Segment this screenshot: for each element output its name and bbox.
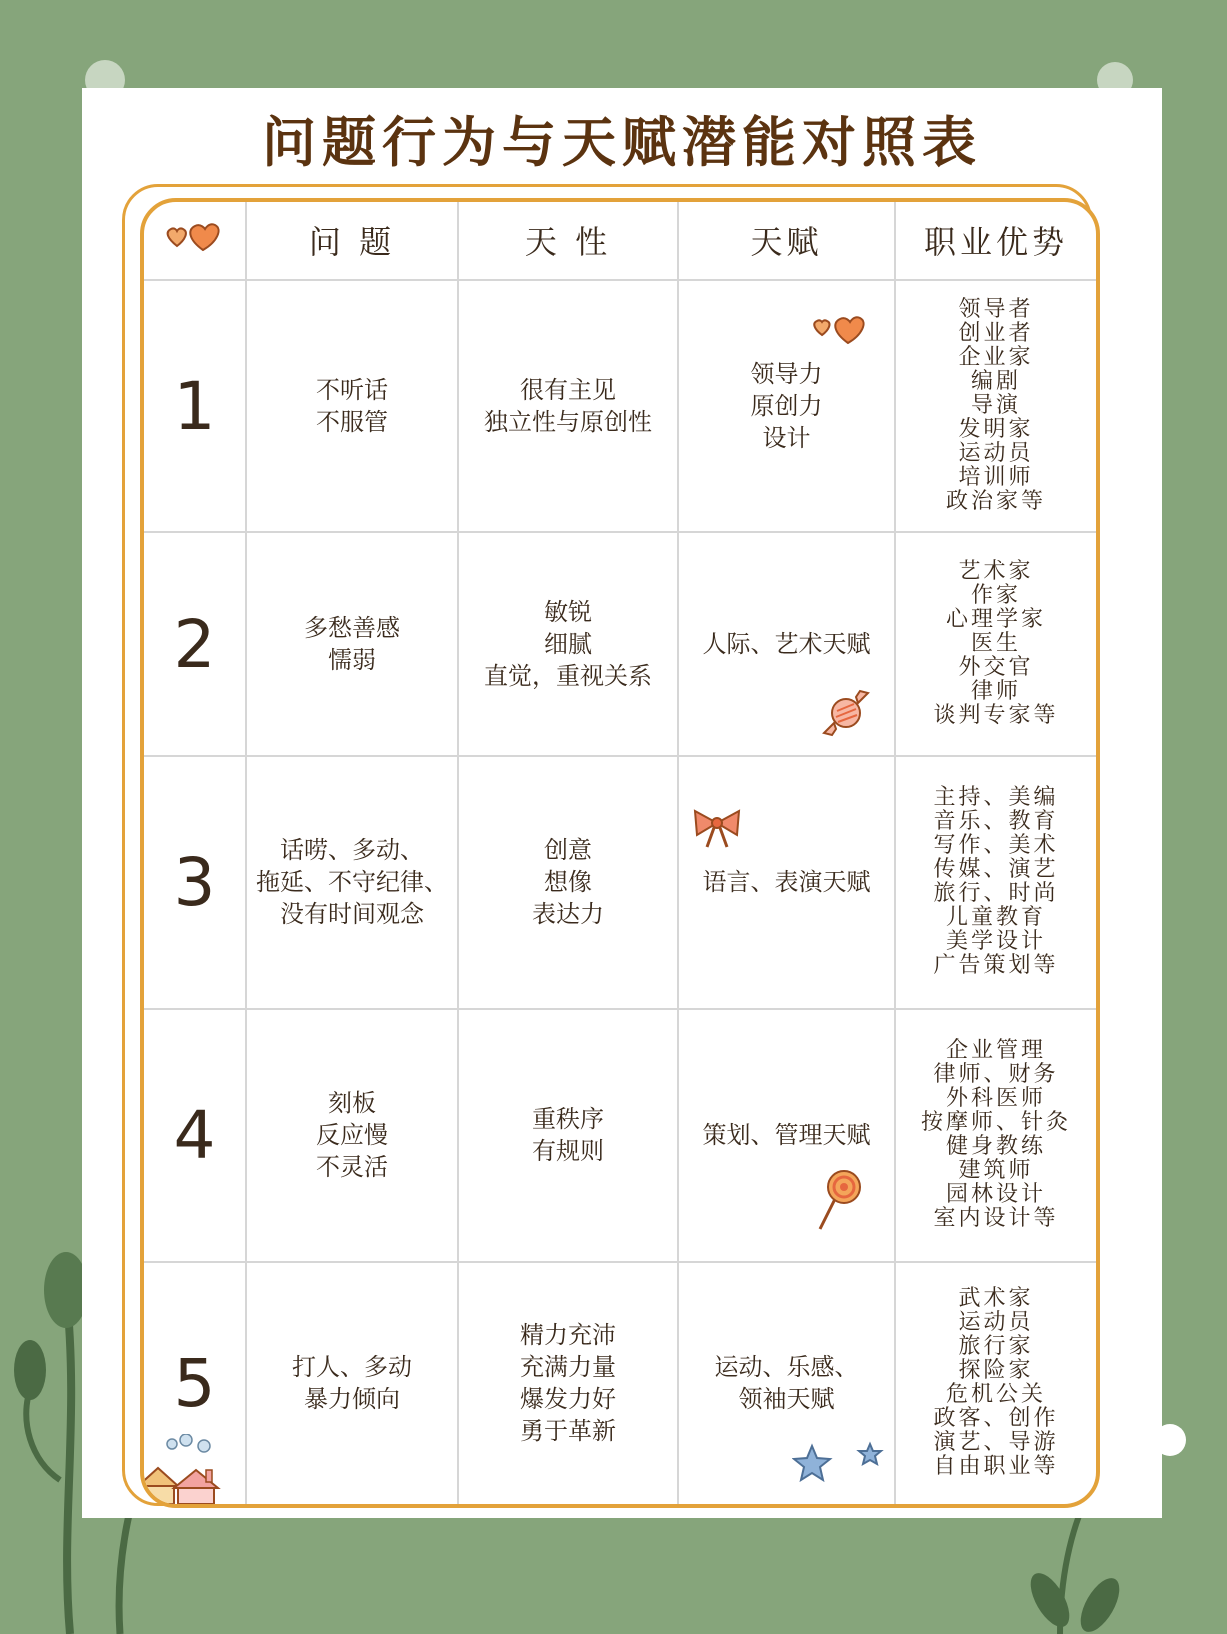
nature-cell: 敏锐 细腻 直觉，重视关系 xyxy=(458,532,678,756)
talent-cell xyxy=(678,280,895,533)
header-problem: 问 题 xyxy=(246,202,458,280)
talent-text: 语言、表演天赋 xyxy=(702,868,871,897)
header-nature: 天 性 xyxy=(458,202,678,280)
header-talent: 天赋 xyxy=(678,202,895,280)
careers-cell: 主持、美编 音乐、教育 写作、美术 传媒、演艺 旅行、时尚 儿童教育 美学设计 广告策划等 xyxy=(895,756,1096,1009)
lollipop-icon xyxy=(814,1167,864,1231)
talent-text: 人际、艺术天赋 xyxy=(702,630,871,659)
table-row xyxy=(144,532,1096,756)
table-row xyxy=(144,1009,1096,1262)
heart-icon xyxy=(810,309,870,349)
nature-cell: 很有主见 独立性与原创性 xyxy=(458,280,678,533)
row-number: 2 xyxy=(144,532,246,756)
candy-icon xyxy=(820,687,872,739)
table-header-row xyxy=(144,202,1096,280)
problem-cell: 多愁善感 懦弱 xyxy=(246,532,458,756)
talent-cell xyxy=(678,756,895,1009)
row-number: 1 xyxy=(144,280,246,533)
comparison-table xyxy=(144,202,1096,1504)
row-number xyxy=(144,1262,246,1504)
house-icon xyxy=(140,1434,242,1504)
heart-icon xyxy=(163,216,227,256)
header-corner xyxy=(144,202,246,280)
careers-cell: 武术家 运动员 旅行家 探险家 危机公关 政客、创作 演艺、导游 自由职业等 xyxy=(895,1262,1096,1504)
careers-cell: 艺术家 作家 心理学家 医生 外交官 律师 谈判专家等 xyxy=(895,532,1096,756)
careers-cell: 企业管理 律师、财务 外科医师 按摩师、针灸 健身教练 建筑师 园林设计 室内设计等 xyxy=(895,1009,1096,1262)
row-number: 4 xyxy=(144,1009,246,1262)
talent-cell xyxy=(678,532,895,756)
problem-cell: 刻板 反应慢 不灵活 xyxy=(246,1009,458,1262)
problem-cell: 话唠、多动、 拖延、不守纪律、 没有时间观念 xyxy=(246,756,458,1009)
problem-cell: 打人、多动 暴力倾向 xyxy=(246,1262,458,1504)
talent-text: 运动、乐感、 领袖天赋 xyxy=(714,1353,859,1414)
table-row xyxy=(144,280,1096,533)
chart-card xyxy=(82,88,1162,1518)
nature-cell: 创意 想像 表达力 xyxy=(458,756,678,1009)
nature-cell: 精力充沛 充满力量 爆发力好 勇于革新 xyxy=(458,1262,678,1504)
talent-cell xyxy=(678,1009,895,1262)
table-row xyxy=(144,1262,1096,1504)
talent-cell xyxy=(678,1262,895,1504)
nature-cell: 重秩序 有规则 xyxy=(458,1009,678,1262)
star-icon xyxy=(792,1440,888,1486)
talent-text: 策划、管理天赋 xyxy=(702,1121,871,1150)
page-title: 问题行为与天赋潜能对照表 xyxy=(262,111,982,174)
bow-icon xyxy=(691,805,743,851)
header-careers: 职业优势 xyxy=(895,202,1096,280)
careers-cell: 领导者 创业者 企业家 编剧 导演 发明家 运动员 培训师 政治家等 xyxy=(895,280,1096,533)
row-number-text: 5 xyxy=(173,1344,216,1422)
problem-cell: 不听话 不服管 xyxy=(246,280,458,533)
table-row xyxy=(144,756,1096,1009)
row-number: 3 xyxy=(144,756,246,1009)
talent-text: 领导力 原创力 设计 xyxy=(750,360,823,453)
table-frame xyxy=(140,198,1100,1508)
